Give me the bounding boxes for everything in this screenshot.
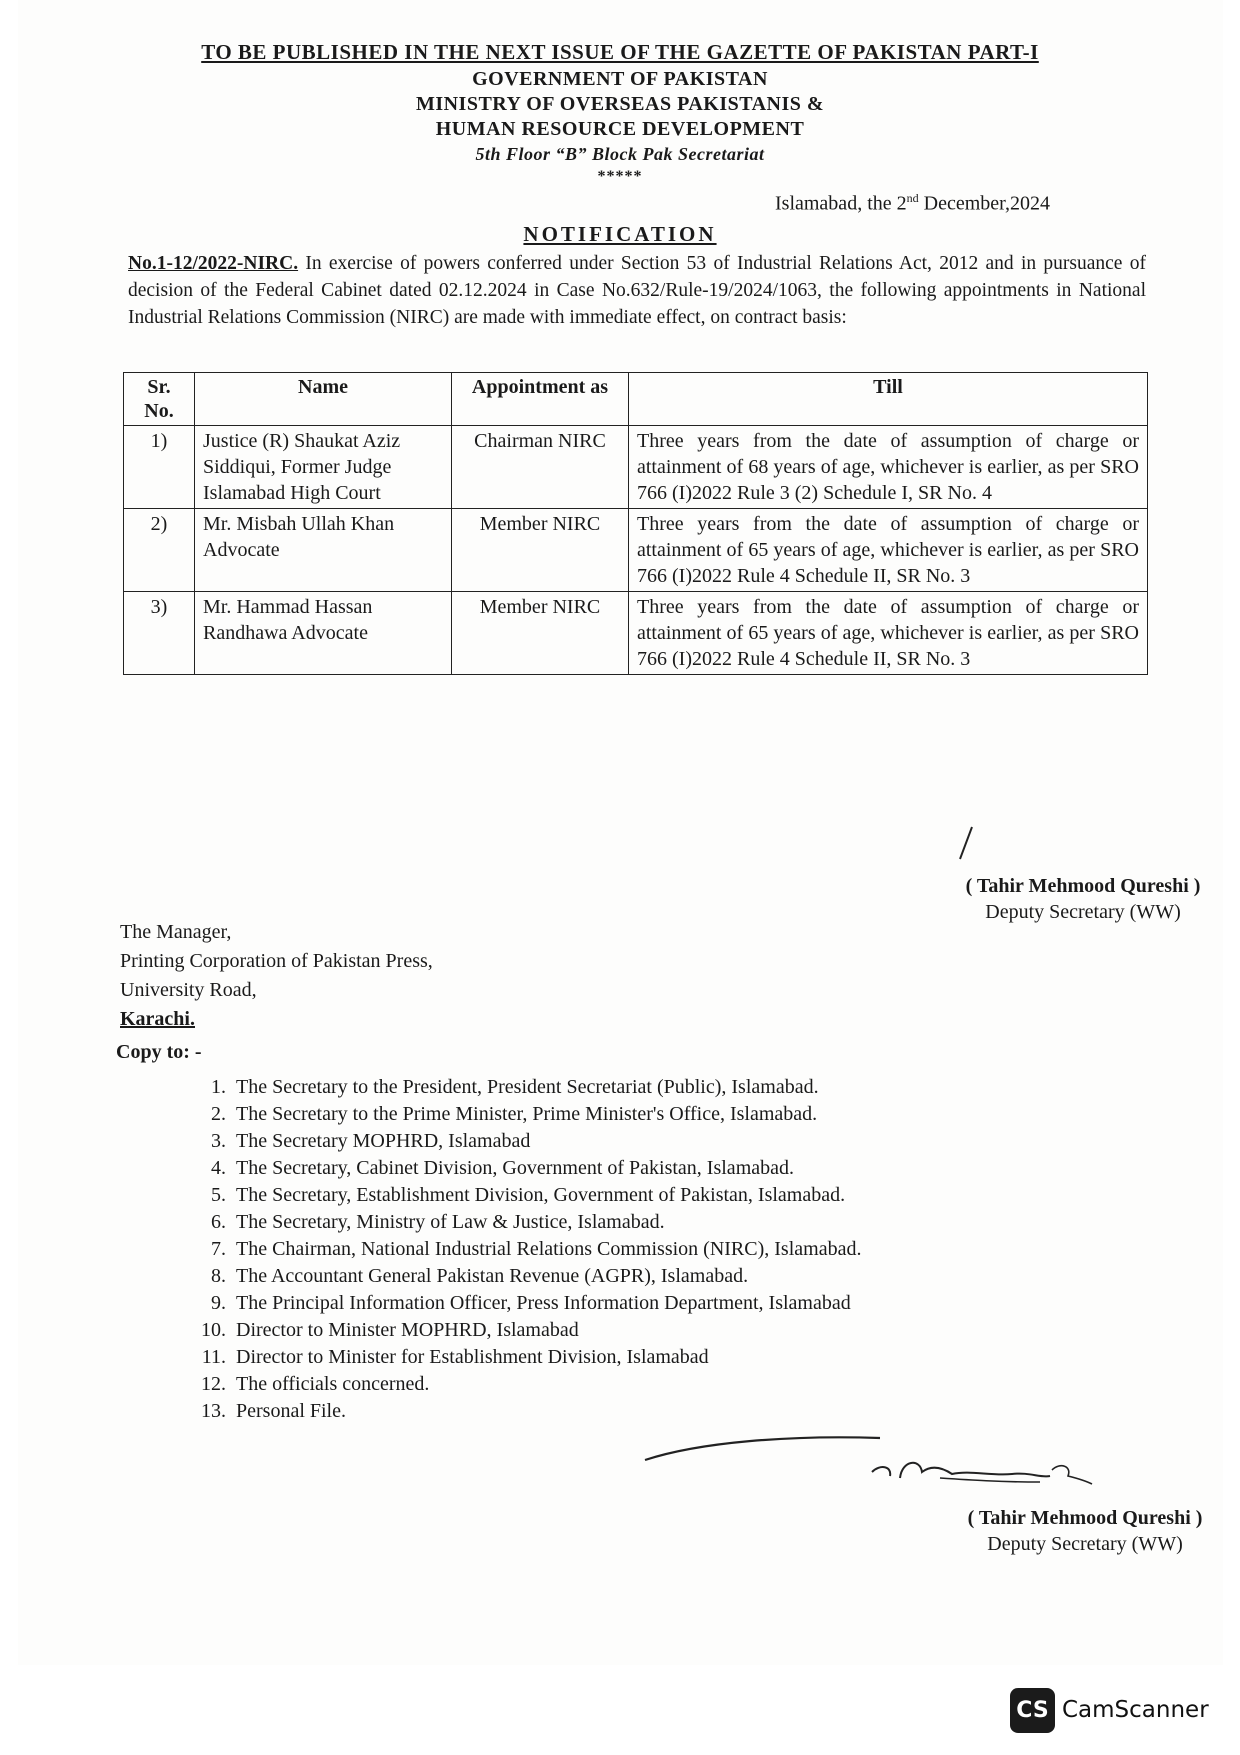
list-item xyxy=(180,1290,861,1317)
header-appointment: Appointment as xyxy=(452,373,629,426)
list-item-text: Personal File. xyxy=(236,1400,346,1422)
list-item-text: The Secretary, Ministry of Law & Justice, Islamabad. xyxy=(236,1211,665,1233)
list-item-number: 13. xyxy=(201,1400,226,1422)
place-date xyxy=(775,191,1050,216)
copy-to-label: Copy to: - xyxy=(116,1041,202,1063)
addressee-block xyxy=(120,918,433,1034)
addressee-line1: The Manager, xyxy=(120,921,232,943)
signatory-name: ( Tahir Mehmood Qureshi ) xyxy=(965,875,1201,897)
row-appointment: Chairman NIRC xyxy=(452,426,629,509)
row-till: Three years from the date of assumption of charge or attainment of 65 years of age, whichever is earlier, as per SRO 766 (I)2022 Rule 4 Schedule II, SR No. 3 xyxy=(629,592,1148,675)
ministry-heading-line2: HUMAN RESOURCE DEVELOPMENT xyxy=(435,118,805,140)
row-name: Justice (R) Shaukat Aziz Siddiqui, Former Judge Islamabad High Court xyxy=(195,426,452,509)
header-stars: ***** xyxy=(597,168,643,185)
list-item-number: 9. xyxy=(211,1292,226,1314)
office-address: 5th Floor “B” Block Pak Secretariat xyxy=(475,144,765,164)
appointments-table xyxy=(123,372,1148,675)
place-date-suffix: December,2024 xyxy=(918,192,1050,215)
row-appointment: Member NIRC xyxy=(452,509,629,592)
list-item-number: 8. xyxy=(211,1265,226,1287)
notification-body xyxy=(128,250,1146,331)
place-date-prefix: Islamabad, the 2 xyxy=(775,192,907,215)
row-name: Mr. Hammad Hassan Randhawa Advocate xyxy=(195,592,452,675)
table-row xyxy=(124,509,1148,592)
list-item-text: The Secretary to the Prime Minister, Prime Minister's Office, Islamabad. xyxy=(236,1103,818,1125)
camscanner-label: CamScanner xyxy=(1062,1697,1209,1723)
row-till: Three years from the date of assumption of charge or attainment of 68 years of age, whichever is earlier, as per SRO 766 (I)2022 Rule 3 (2) Schedule I, SR No. 4 xyxy=(629,426,1148,509)
list-item-number: 4. xyxy=(211,1157,226,1179)
list-item-text: Director to Minister for Establishment Division, Islamabad xyxy=(236,1346,709,1368)
list-item xyxy=(180,1263,861,1290)
list-item-text: Director to Minister MOPHRD, Islamabad xyxy=(236,1319,579,1341)
header-name: Name xyxy=(195,373,452,426)
list-item-text: The Secretary, Establishment Division, Government of Pakistan, Islamabad. xyxy=(236,1184,846,1206)
signature-block xyxy=(883,873,1240,925)
row-sr: 2) xyxy=(124,509,195,592)
signature-block xyxy=(885,1505,1240,1557)
list-item xyxy=(180,1344,861,1371)
list-item xyxy=(180,1074,861,1101)
row-sr: 3) xyxy=(124,592,195,675)
camscanner-logo-icon: CS xyxy=(1010,1688,1055,1733)
list-item-text: The Secretary, Cabinet Division, Government of Pakistan, Islamabad. xyxy=(236,1157,794,1179)
list-item xyxy=(180,1371,861,1398)
table-header-row xyxy=(124,373,1148,426)
addressee-line3: University Road, xyxy=(120,979,257,1001)
list-item-number: 3. xyxy=(211,1130,226,1152)
place-date-sup: nd xyxy=(906,191,919,205)
copy-to-list xyxy=(180,1074,861,1425)
table-row xyxy=(124,426,1148,509)
table-row xyxy=(124,592,1148,675)
list-item xyxy=(180,1101,861,1128)
header-sr: Sr. No. xyxy=(124,373,195,426)
notification-text: In exercise of powers conferred under Section 53 of Industrial Relations Act, 2012 and in pursuance of decision of the Federal Cabinet dated 02.12.2024 in Case No.632/Rule-19/2024/1063, the following appointments in National Industrial Relations Commission (NIRC) are made with immediate effect, on contract basis: xyxy=(128,253,1146,328)
row-appointment: Member NIRC xyxy=(452,592,629,675)
header-till: Till xyxy=(629,373,1148,426)
list-item-text: The Accountant General Pakistan Revenue (AGPR), Islamabad. xyxy=(236,1265,749,1287)
list-item-number: 11. xyxy=(201,1346,226,1368)
addressee-city: Karachi. xyxy=(120,1008,195,1030)
list-item xyxy=(180,1317,861,1344)
list-item-number: 1. xyxy=(211,1076,226,1098)
list-item xyxy=(180,1236,861,1263)
list-item-number: 2. xyxy=(211,1103,226,1125)
list-item-text: The officials concerned. xyxy=(236,1373,430,1395)
list-item xyxy=(180,1128,861,1155)
list-item-text: The Chairman, National Industrial Relations Commission (NIRC), Islamabad. xyxy=(236,1238,862,1260)
government-heading: GOVERNMENT OF PAKISTAN xyxy=(472,68,768,90)
list-item-number: 10. xyxy=(201,1319,226,1341)
signatory-designation: Deputy Secretary (WW) xyxy=(985,901,1181,923)
list-item-number: 7. xyxy=(211,1238,226,1260)
list-item-text: The Secretary MOPHRD, Islamabad xyxy=(236,1130,531,1152)
gazette-heading: TO BE PUBLISHED IN THE NEXT ISSUE OF THE GAZETTE OF PAKISTAN PART-I xyxy=(201,40,1039,64)
list-item-text: The Secretary to the President, President Secretariat (Public), Islamabad. xyxy=(236,1076,819,1098)
list-item-number: 6. xyxy=(211,1211,226,1233)
list-item-number: 5. xyxy=(211,1184,226,1206)
list-item xyxy=(180,1209,861,1236)
notification-title: NOTIFICATION xyxy=(523,222,717,246)
signatory-name: ( Tahir Mehmood Qureshi ) xyxy=(967,1507,1203,1529)
addressee-line2: Printing Corporation of Pakistan Press, xyxy=(120,950,433,972)
list-item-text: The Principal Information Officer, Press Information Department, Islamabad xyxy=(236,1292,851,1314)
list-item xyxy=(180,1155,861,1182)
signatory-designation: Deputy Secretary (WW) xyxy=(987,1533,1183,1555)
signature-mark xyxy=(958,825,974,861)
row-till: Three years from the date of assumption of charge or attainment of 65 years of age, whichever is earlier, as per SRO 766 (I)2022 Rule 4 Schedule II, SR No. 3 xyxy=(629,509,1148,592)
row-sr: 1) xyxy=(124,426,195,509)
ministry-heading-line1: MINISTRY OF OVERSEAS PAKISTANIS & xyxy=(415,93,825,115)
list-item xyxy=(180,1182,861,1209)
notification-reference: No.1-12/2022-NIRC. xyxy=(128,253,299,274)
row-name: Mr. Misbah Ullah Khan Advocate xyxy=(195,509,452,592)
list-item-number: 12. xyxy=(201,1373,226,1395)
